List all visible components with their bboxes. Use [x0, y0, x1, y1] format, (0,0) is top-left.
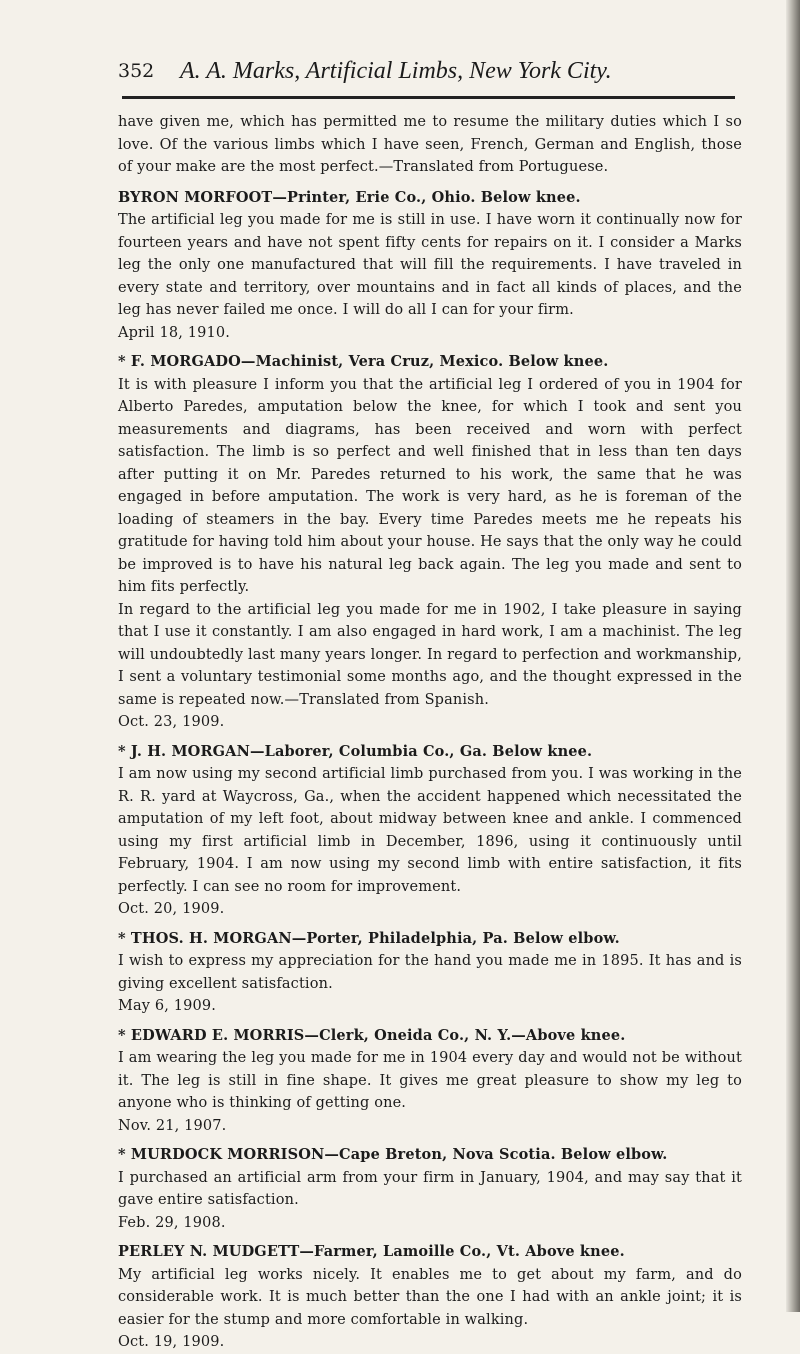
header-rule: [122, 96, 735, 99]
entry-heading: BYRON MORFOOT—Printer, Erie Co., Ohio. Below knee.: [118, 188, 581, 206]
entry-paragraph: I am now using my second artificial limb purchased from you. I was working in the R. R. yard at Waycross, Ga., when the accident happened which necessitated the amputation of my left foot, about midway between knee and ankle. I commenced using my first artificial limb in December, 1896, using it continuously until February, 1904. I am now using my second limb with entire satisfaction, it fits perfectly. I can see no room for improvement.: [118, 766, 742, 895]
entry-paragraph: I am wearing the leg you made for me in 1904 every day and would not be without it. The leg is still in fine shape. It gives me great pleasure to show my leg to anyone who is thinking of getting one.: [118, 1050, 742, 1111]
entry-heading: PERLEY N. MUDGETT—Farmer, Lamoille Co., Vt. Above knee.: [118, 1243, 625, 1260]
page-number: 352: [118, 60, 155, 82]
testimonial-entry: [118, 1025, 742, 1138]
entry-date: Feb. 29, 1908.: [118, 1214, 226, 1231]
entry-date: Oct. 19, 1909.: [118, 1334, 225, 1350]
entry-paragraph: My artificial leg works nicely. It enables me to get about my farm, and do considerable work. It is much better than the one I had with an ankle joint; it is easier for the stump and more comfortable in walking.: [118, 1266, 742, 1328]
testimonial-entry: [118, 928, 742, 1018]
entry-paragraph: In regard to the artificial leg you made for me in 1902, I take pleasure in saying that I use it constantly. I am also engaged in hard work, I am a machinist. The leg will undoubtedly last many years longer. In regard to perfection and workmanship, I sent a voluntary testimonial some months ago, and the thought expressed in the same is repeated now.—Translated from Spanish.: [118, 601, 742, 708]
entry-heading: * THOS. H. MORGAN—Porter, Philadelphia, Pa. Below elbow.: [118, 929, 620, 947]
entry-date: May 6, 1909.: [118, 998, 217, 1014]
entry-heading: * F. MORGADO—Machinist, Vera Cruz, Mexico. Below knee.: [118, 353, 609, 370]
testimonial-entry: [118, 1144, 742, 1234]
entry-heading: * MURDOCK MORRISON—Cape Breton, Nova Scotia. Below elbow.: [118, 1146, 668, 1163]
entry-date: Nov. 21, 1907.: [118, 1117, 227, 1134]
intro-paragraph: have given me, which has permitted me to resume the military duties which I so love. Of the various limbs which I have seen, French, German and English, those of your make are the most perfect.—Translated from Portuguese.: [118, 114, 742, 175]
testimonial-entry: [118, 351, 742, 734]
binding-edge-shadow: [786, 0, 800, 1312]
entry-paragraph: It is with pleasure I inform you that the artificial leg I ordered of you in 1904 for Alberto Paredes, amputation below the knee, for which I took and sent you measurements and diagrams, has been received and worn with perfect satisfaction. The limb is so perfect and well finished that in less than ten days after putting it on Mr. Paredes returned to his work, the same that he was engaged in before amputation. The work is very hard, as he is foreman of the loading of steamers in the bay. Every time Paredes meets me he repeats his gratitude for having told him about your house. He says that the only way he could be improved is to have his natural leg back again. The leg you made and sent to him fits perfectly.: [118, 376, 743, 595]
entry-paragraph: The artificial leg you made for me is still in use. I have worn it continually now for fourteen years and have not spent fifty cents for repairs on it. I consider a Marks leg the only one manufactured that will fill the requirements. I have traveled in every state and territory, over mountains and in fact all kinds of places, and the leg has never failed me once. I will do all I can for your firm.: [118, 212, 742, 318]
page-body: [118, 111, 743, 1350]
running-head: A. A. Marks, Artificial Limbs, New York City.: [180, 58, 612, 84]
entry-date: Oct. 20, 1909.: [118, 901, 225, 917]
testimonial-entry: [118, 741, 742, 921]
entry-date: April 18, 1910.: [118, 324, 230, 341]
testimonial-entry: [118, 1241, 742, 1354]
entry-paragraph: I wish to express my appreciation for the hand you made me in 1895. It has and is giving excellent satisfaction.: [118, 953, 742, 992]
entry-date: Oct. 23, 1909.: [118, 714, 225, 730]
entry-heading: * EDWARD E. MORRIS—Clerk, Oneida Co., N. Y.—Above knee.: [118, 1026, 626, 1044]
entry-heading: * J. H. MORGAN—Laborer, Columbia Co., Ga. Below knee.: [118, 742, 593, 760]
continued-testimonial: [118, 111, 742, 179]
entry-paragraph: I purchased an artificial arm from your firm in January, 1904, and may say that it gave entire satisfaction.: [118, 1169, 742, 1208]
testimonial-entry: [118, 187, 742, 345]
page-header: [118, 60, 738, 90]
